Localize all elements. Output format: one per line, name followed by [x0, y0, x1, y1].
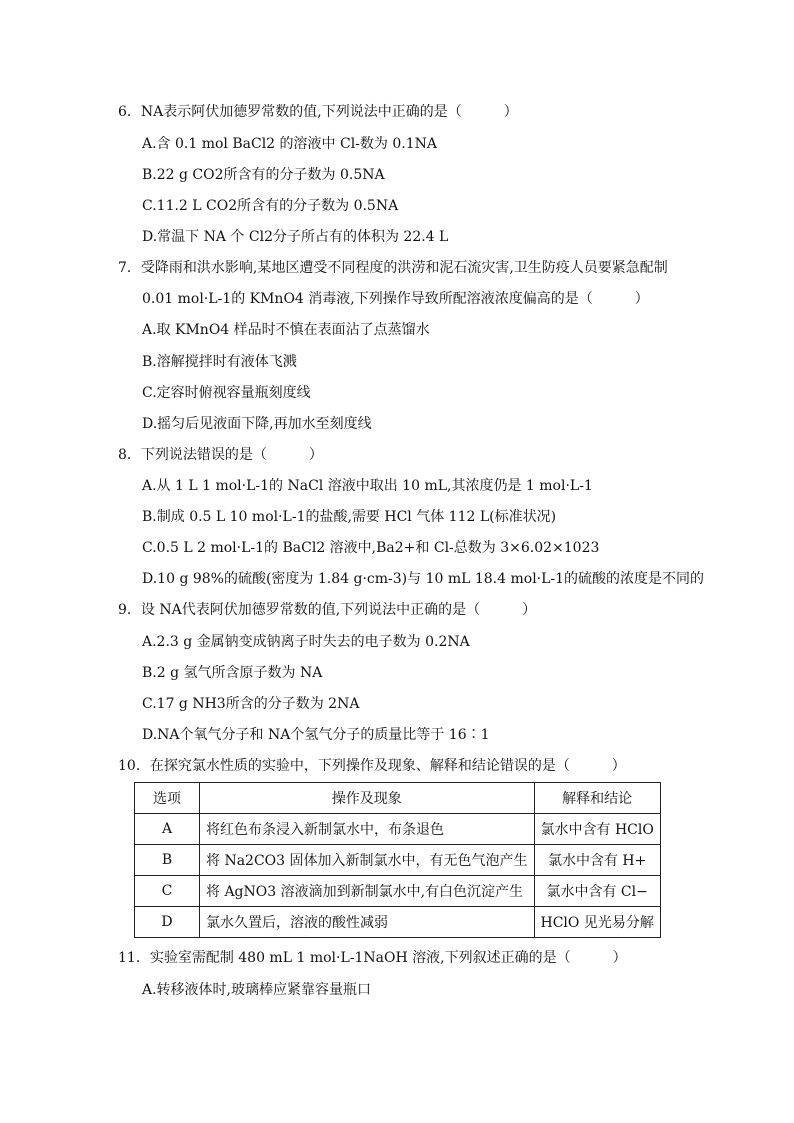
question-9-option-d: D.NA个氧气分子和 NA个氢气分子的质量比等于 16∶1: [142, 727, 490, 743]
table-cell-operation: 将 Na2CO3 固体加入新制氯水中，有无色气泡产生: [200, 845, 535, 876]
table-cell-operation: 将 AgNO3 溶液滴加到新制氯水中,有白色沉淀产生: [200, 876, 535, 907]
table-header-option: 选项: [135, 783, 200, 814]
table-cell-conclusion: 氯水中含有 HClO: [534, 814, 660, 845]
table-cell-conclusion: 氯水中含有 Cl−: [534, 876, 660, 907]
question-11-stem: 11．实验室需配制 480 mL 1 mol·L-1NaOH 溶液,下列叙述正确的是（ ）: [118, 950, 627, 966]
question-6-option-c: C.11.2 L CO2所含有的分子数为 0.5NA: [142, 198, 399, 214]
question-9-option-b: B.2 g 氢气所含原子数为 NA: [142, 665, 323, 681]
question-8-option-a: A.从 1 L 1 mol·L-1的 NaCl 溶液中取出 10 mL,其浓度仍是 1 mol·L-1: [142, 478, 593, 494]
question-9-option-a: A.2.3 g 金属钠变成钠离子时失去的电子数为 0.2NA: [142, 634, 470, 650]
table-cell-conclusion: 氯水中含有 H+: [534, 845, 660, 876]
question-8-option-c: C.0.5 L 2 mol·L-1的 BaCl2 溶液中,Ba2+和 Cl-总数为 3×6.02×1023: [142, 540, 600, 556]
question-8-option-d: D.10 g 98%的硫酸(密度为 1.84 g·cm-3)与 10 mL 18.4 mol·L-1的硫酸的浓度是不同的: [142, 571, 705, 587]
question-7-stem-line-2: 0.01 mol·L-1的 KMnO4 消毒液,下列操作导致所配溶液浓度偏高的是（ ）: [142, 291, 649, 307]
table-cell-operation: 氯水久置后，溶液的酸性减弱: [200, 907, 535, 938]
table-row: [135, 907, 661, 938]
table-cell-operation: 将红色布条浸入新制氯水中，布条退色: [200, 814, 535, 845]
question-9-option-c: C.17 g NH3所含的分子数为 2NA: [142, 696, 360, 712]
table-cell-option: D: [135, 907, 200, 938]
question-6-text: 6．NA表示阿伏加德罗常数的值,下列说法中正确的是（ ）: [118, 104, 518, 120]
question-11-option-a: A.转移液体时,玻璃棒应紧靠容量瓶口: [142, 982, 372, 998]
table-cell-option: B: [135, 845, 200, 876]
question-6-option-a: A.含 0.1 mol BaCl2 的溶液中 Cl-数为 0.1NA: [142, 136, 437, 152]
table-cell-conclusion: HClO 见光易分解: [534, 907, 660, 938]
table-row: [135, 876, 661, 907]
question-6-stem: [118, 102, 518, 122]
question-7-option-c: C.定容时俯视容量瓶刻度线: [142, 385, 311, 401]
question-8-stem: 8．下列说法错误的是（ ）: [118, 447, 323, 463]
question-6-option-d: D.常温下 NA 个 Cl2分子所占有的体积为 22.4 L: [142, 229, 449, 245]
question-7-stem-line-1: 7．受降雨和洪水影响,某地区遭受不同程度的洪涝和泥石流灾害,卫生防疫人员要紧急配制: [118, 260, 668, 276]
table-header-row: [135, 783, 661, 814]
question-9-stem: 9．设 NA代表阿伏加德罗常数的值,下列说法中正确的是（ ）: [118, 602, 537, 618]
experiment-table: [134, 782, 661, 938]
table-row: [135, 814, 661, 845]
table-header-operation: 操作及现象: [200, 783, 535, 814]
question-6-option-b: B.22 g CO2所含有的分子数为 0.5NA: [142, 167, 385, 183]
table-cell-option: A: [135, 814, 200, 845]
question-7-option-b: B.溶解搅拌时有液体飞溅: [142, 354, 297, 370]
table-row: [135, 845, 661, 876]
question-7-option-a: A.取 KMnO4 样品时不慎在表面沾了点蒸馏水: [142, 322, 430, 338]
table-header-conclusion: 解释和结论: [534, 783, 660, 814]
question-7-option-d: D.摇匀后见液面下降,再加水至刻度线: [142, 416, 372, 432]
question-10-stem: 10．在探究氯水性质的实验中，下列操作及现象、解释和结论错误的是（ ）: [118, 758, 626, 774]
table-cell-option: C: [135, 876, 200, 907]
question-8-option-b: B.制成 0.5 L 10 mol·L-1的盐酸,需要 HCl 气体 112 L(标准状况): [142, 509, 557, 525]
